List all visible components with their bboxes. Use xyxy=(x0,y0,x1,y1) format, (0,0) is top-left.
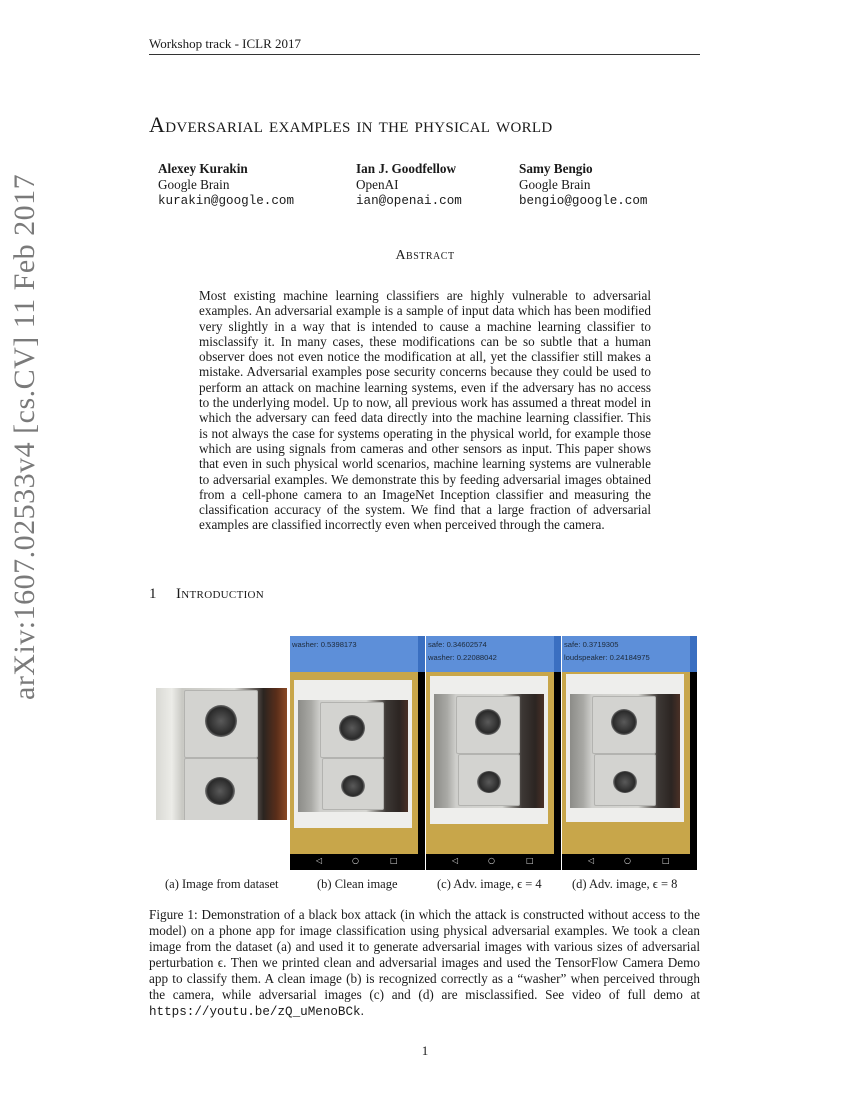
washer-door xyxy=(475,709,501,735)
recent-apps-icon: □ xyxy=(662,856,670,865)
subcaption-d: (d) Adv. image, ϵ = 8 xyxy=(572,877,678,891)
prediction-label: safe: 0.3719305 xyxy=(564,640,619,649)
android-nav-bar xyxy=(290,854,425,870)
printed-washer-photo xyxy=(434,694,544,808)
washer-bottom-illustration xyxy=(322,758,384,810)
author-affiliation: OpenAI xyxy=(356,177,399,192)
author-block xyxy=(356,161,462,209)
abstract-heading: Abstract xyxy=(395,248,455,263)
back-icon: ◁ xyxy=(452,856,459,865)
bar-edge xyxy=(690,636,697,672)
phone-screenshot-clean xyxy=(290,636,425,870)
author-email[interactable]: bengio@google.com xyxy=(519,194,648,208)
printed-washer-photo xyxy=(298,700,408,812)
prediction-label: safe: 0.34602574 xyxy=(428,640,487,649)
title-rest: dversarial examples in the physical world xyxy=(165,112,553,137)
washer-top-illustration xyxy=(456,696,520,754)
washer-top-illustration xyxy=(592,696,656,754)
section-number: 1 xyxy=(149,586,157,602)
washer-door xyxy=(205,777,235,805)
abstract-text: Most existing machine learning classifiers are highly vulnerable to adversarial examples. An adversarial example is a sample of input data which has been modified very slightly in a way that is intended to cause a machine learning classifier to misclassify it. In many cases, these modifications can be so subtle that a human observer does not even notice the modification at all, yet the classifier still makes a mistake. Adversarial examples pose security concerns because they could be used to perform an attack on machine learning systems, even if the adversary has no access to the underlying model. Up to now, all previous work has assumed a threat model in which the adversary can feed data directly into the machine learning classifier. This is not always the case for systems operating in the physical world, for example those which are using signals from cameras and other sensors as input. This paper shows that even in such physical world scenarios, machine learning systems are vulnerable to adversarial examples. We demonstrate this by feeding adversarial images obtained from a cell-phone camera to an ImageNet Inception classifier and measuring the classification accuracy of the system. We find that a large fraction of adversarial examples are classified incorrectly even when perceived through the camera. xyxy=(199,288,651,533)
recent-apps-icon: □ xyxy=(526,856,534,865)
prediction-bar xyxy=(426,636,554,672)
washer-door xyxy=(339,715,365,741)
washer-door xyxy=(205,705,237,737)
washer-top-illustration xyxy=(320,702,384,758)
recent-apps-icon: □ xyxy=(390,856,398,865)
printed-page xyxy=(566,674,684,822)
camera-view xyxy=(426,672,554,854)
author-email[interactable]: kurakin@google.com xyxy=(158,194,295,208)
android-nav-bar xyxy=(426,854,561,870)
camera-view xyxy=(290,672,418,854)
washer-bottom-illustration xyxy=(458,754,520,806)
prediction-label: loudspeaker: 0.24184975 xyxy=(564,653,650,662)
prediction-bar xyxy=(562,636,690,672)
subcaption-b: (b) Clean image xyxy=(317,877,398,891)
caption-end: . xyxy=(360,1003,364,1018)
prediction-label: washer: 0.5398173 xyxy=(292,640,357,649)
home-icon: ○ xyxy=(624,856,631,865)
prediction-label: washer: 0.22088042 xyxy=(428,653,497,662)
title-initial: A xyxy=(149,112,166,137)
android-nav-bar xyxy=(562,854,697,870)
washer-top-illustration xyxy=(184,690,258,758)
washer-door xyxy=(477,771,501,793)
author-block xyxy=(158,161,294,209)
phone-screenshot-adv-eps8 xyxy=(562,636,697,870)
bar-edge xyxy=(418,636,425,672)
header-rule xyxy=(149,54,700,55)
camera-view xyxy=(562,672,690,854)
home-icon: ○ xyxy=(352,856,359,865)
author-block xyxy=(519,161,647,209)
washer-door xyxy=(611,709,637,735)
bar-edge xyxy=(554,636,561,672)
phone-screenshot-adv-eps4 xyxy=(426,636,561,870)
back-icon: ◁ xyxy=(588,856,595,865)
subcaption-c: (c) Adv. image, ϵ = 4 xyxy=(437,877,542,891)
caption-text: Figure 1: Demonstration of a black box attack (in which the attack is constructed without access to the model) on a phone app for image classification using physical adversarial examples. We took a clean image from the dataset (a) and used it to generate adversarial images with various sizes of adversarial perturbation ϵ. Then we printed clean and adversarial images and used the TensorFlow Camera Demo app to classify them. A clean image (b) is recognized correctly as a “washer” when perceived through the camera, while adversarial images (c) and (d) are misclassified. See video of full demo at xyxy=(149,907,700,1002)
author-email[interactable]: ian@openai.com xyxy=(356,194,462,208)
dataset-washer-image xyxy=(156,688,287,820)
paper-title xyxy=(149,112,553,138)
washer-bottom-illustration xyxy=(594,754,656,806)
arxiv-stamp: arXiv:1607.02533v4 [cs.CV] 11 Feb 2017 xyxy=(8,173,41,700)
author-affiliation: Google Brain xyxy=(158,177,230,192)
running-header: Workshop track - ICLR 2017 xyxy=(149,36,302,51)
section-title: Introduction xyxy=(176,586,265,602)
washer-bottom-illustration xyxy=(184,758,258,820)
page-number: 1 xyxy=(421,1043,429,1058)
prediction-bar xyxy=(290,636,418,672)
demo-video-link[interactable]: https://youtu.be/zQ_uMenoBCk xyxy=(149,1005,361,1019)
printed-page xyxy=(430,676,548,824)
author-name: Ian J. Goodfellow xyxy=(356,161,457,176)
author-name: Alexey Kurakin xyxy=(158,161,248,176)
printed-washer-photo xyxy=(570,694,680,808)
figure-caption xyxy=(149,907,700,1020)
home-icon: ○ xyxy=(488,856,495,865)
section-heading xyxy=(149,586,264,603)
washer-door xyxy=(341,775,365,797)
back-icon: ◁ xyxy=(316,856,323,865)
washer-door xyxy=(613,771,637,793)
printed-page xyxy=(294,680,412,828)
author-name: Samy Bengio xyxy=(519,161,593,176)
author-affiliation: Google Brain xyxy=(519,177,591,192)
subcaption-a: (a) Image from dataset xyxy=(165,877,279,891)
